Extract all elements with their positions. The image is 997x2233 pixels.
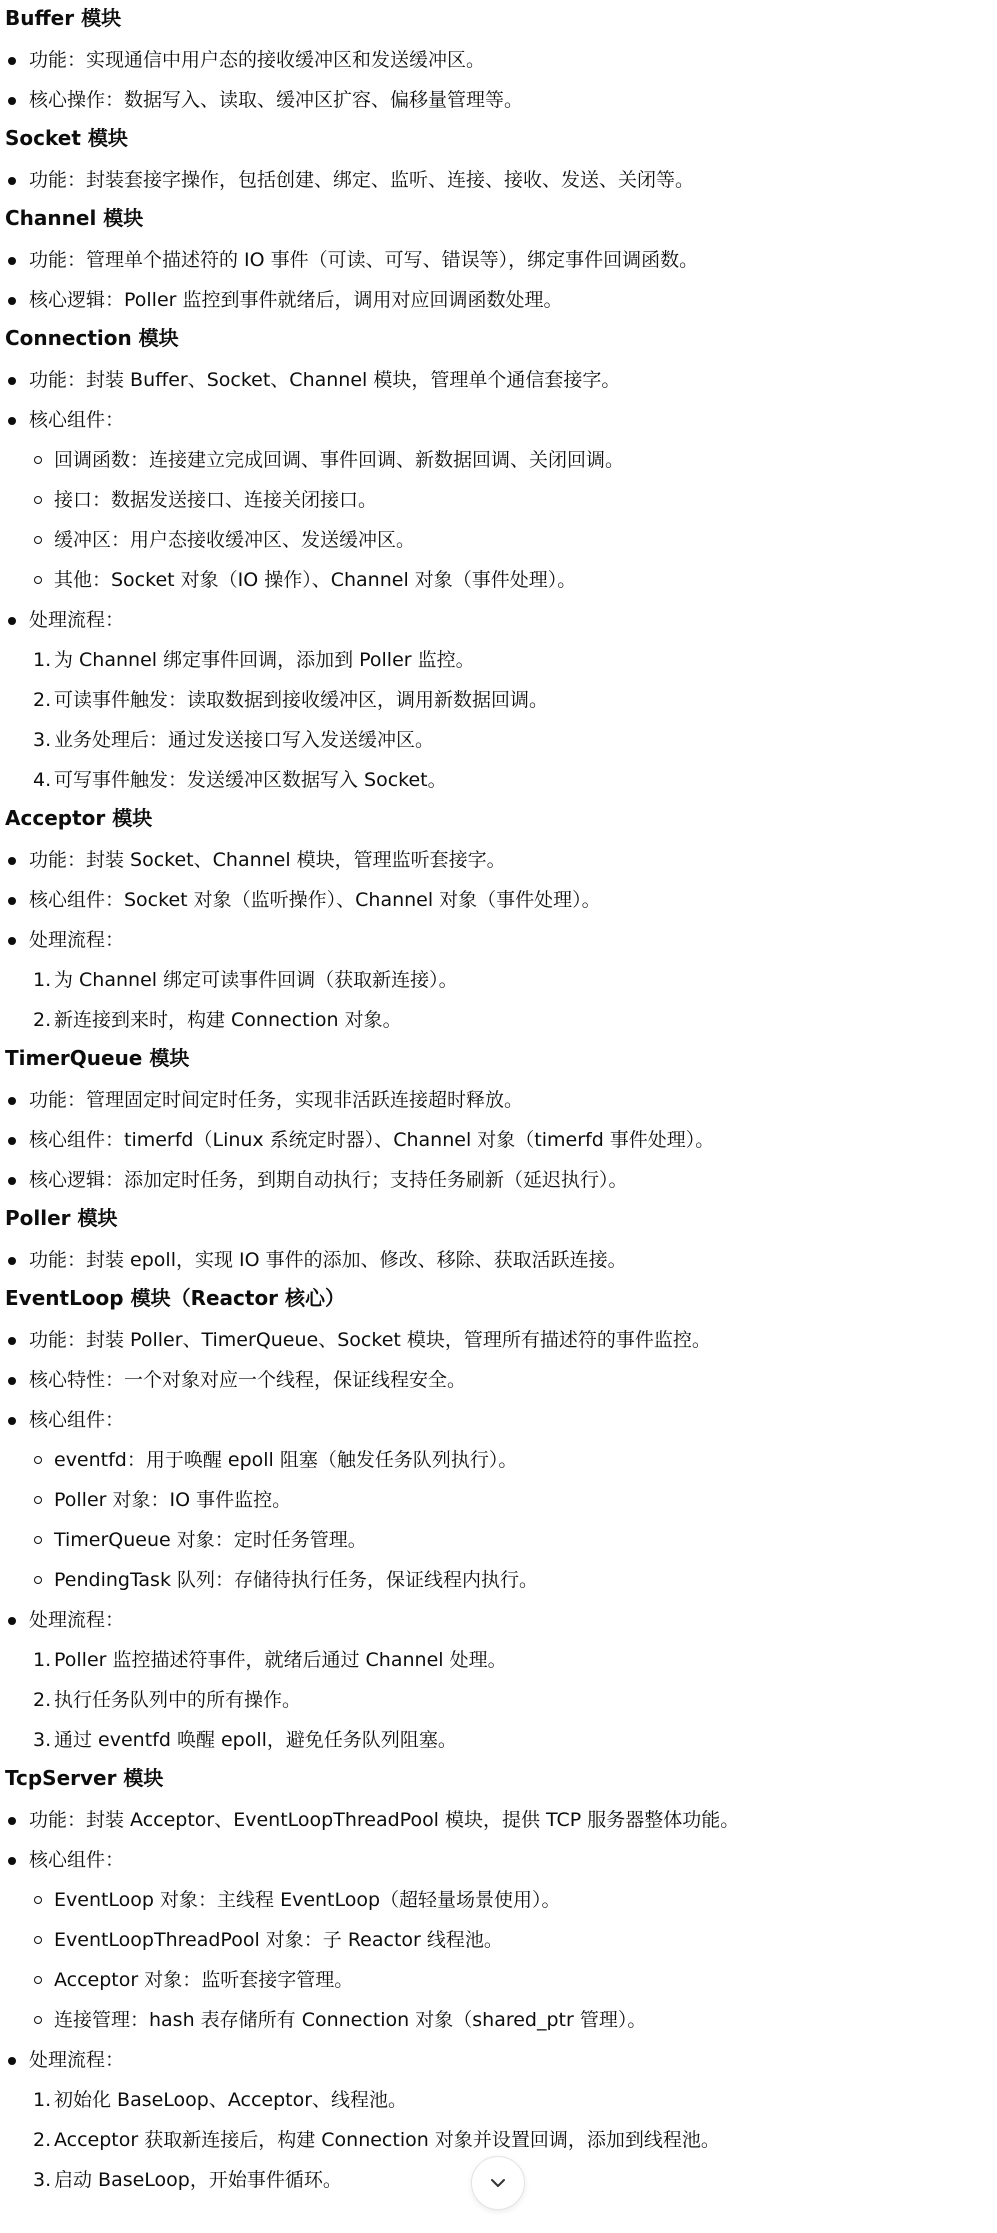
sub-item-text: 连接管理：hash 表存储所有 Connection 对象（shared_ptr 管理）。	[54, 2009, 647, 2031]
sub-bullet-item	[0, 440, 997, 480]
sub-item-text: 执行任务队列中的所有操作。	[54, 1689, 302, 1711]
sub-bullet-item	[0, 1880, 997, 1920]
bullet-dot-icon	[8, 1617, 16, 1625]
bullet-text: 功能：封装 Buffer、Socket、Channel 模块，管理单个通信套接字。	[29, 369, 621, 391]
bullet-text: 核心组件：	[29, 1849, 125, 1871]
list-item	[0, 920, 997, 1040]
numbered-list	[0, 960, 997, 1040]
section-heading: Buffer 模块	[5, 6, 122, 30]
step-number: 1.	[33, 969, 52, 991]
list-item	[0, 280, 997, 320]
list-item	[0, 1400, 997, 1600]
chevron-down-icon	[487, 2172, 509, 2194]
sub-item-text: 启动 BaseLoop，开始事件循环。	[54, 2169, 342, 2191]
bullet-text: 处理流程：	[29, 929, 125, 951]
bullet-list	[0, 160, 997, 200]
list-item	[0, 1360, 997, 1400]
sub-bullet-item	[0, 1440, 997, 1480]
bullet-text: 核心逻辑：Poller 监控到事件就绪后，调用对应回调函数处理。	[29, 289, 563, 311]
bullet-text: 功能：封装套接字操作，包括创建、绑定、监听、连接、接收、发送、关闭等。	[29, 169, 695, 191]
bullet-row	[0, 1160, 997, 1200]
bullet-dot-icon	[8, 897, 16, 905]
bullet-list	[0, 1240, 997, 1280]
sub-item-text: 业务处理后：通过发送接口写入发送缓冲区。	[54, 729, 435, 751]
step-number: 2.	[33, 689, 52, 711]
numbered-item	[0, 960, 997, 1000]
bullet-text: 功能：管理固定时间定时任务，实现非活跃连接超时释放。	[29, 1089, 524, 1111]
sub-item-text: 可写事件触发：发送缓冲区数据写入 Socket。	[54, 769, 447, 791]
hollow-circle-icon	[34, 1496, 42, 1504]
hollow-circle-icon	[34, 1456, 42, 1464]
sub-item-text: TimerQueue 对象：定时任务管理。	[54, 1529, 367, 1551]
bullet-row	[0, 1800, 997, 1840]
bullet-row	[0, 1320, 997, 1360]
sub-bullet-item	[0, 1920, 997, 1960]
bullet-list	[0, 360, 997, 800]
bullet-row	[0, 40, 997, 80]
bullet-dot-icon	[8, 1417, 16, 1425]
bullet-dot-icon	[8, 257, 16, 265]
sub-bullet-list	[0, 1880, 997, 2040]
bullet-dot-icon	[8, 1257, 16, 1265]
numbered-item	[0, 760, 997, 800]
section	[0, 200, 997, 320]
sub-item-text: 接口：数据发送接口、连接关闭接口。	[54, 489, 378, 511]
bullet-dot-icon	[8, 2057, 16, 2065]
bullet-text: 处理流程：	[29, 609, 125, 631]
bullet-text: 核心组件：timerfd（Linux 系统定时器）、Channel 对象（timerfd 事件处理）。	[29, 1129, 715, 1151]
bullet-dot-icon	[8, 57, 16, 65]
hollow-circle-icon	[34, 1536, 42, 1544]
bullet-dot-icon	[8, 1377, 16, 1385]
bullet-text: 功能：封装 Socket、Channel 模块，管理监听套接字。	[29, 849, 506, 871]
sub-item-text: EventLoop 对象：主线程 EventLoop（超轻量场景使用）。	[54, 1889, 561, 1911]
numbered-item	[0, 1640, 997, 1680]
sub-bullet-item	[0, 520, 997, 560]
sub-item-text: Acceptor 获取新连接后，构建 Connection 对象并设置回调，添加到线程池。	[54, 2129, 720, 2151]
bullet-dot-icon	[8, 617, 16, 625]
list-item	[0, 1600, 997, 1760]
sub-bullet-item	[0, 1560, 997, 1600]
section	[0, 320, 997, 800]
section	[0, 1040, 997, 1200]
list-item	[0, 80, 997, 120]
bullet-row	[0, 360, 997, 400]
hollow-circle-icon	[34, 576, 42, 584]
sub-bullet-item	[0, 2000, 997, 2040]
step-number: 3.	[33, 2169, 52, 2191]
bullet-row	[0, 1360, 997, 1400]
list-item	[0, 1840, 997, 2040]
bullet-text: 功能：封装 Acceptor、EventLoopThreadPool 模块，提供 TCP 服务器整体功能。	[29, 1809, 740, 1831]
step-number: 4.	[33, 769, 52, 791]
numbered-item	[0, 680, 997, 720]
list-item	[0, 1120, 997, 1160]
sub-item-text: 缓冲区：用户态接收缓冲区、发送缓冲区。	[54, 529, 416, 551]
sub-bullet-item	[0, 560, 997, 600]
section-heading: Socket 模块	[5, 126, 128, 150]
section	[0, 120, 997, 200]
bullet-row	[0, 1400, 997, 1440]
bullet-row	[0, 2040, 997, 2080]
bullet-dot-icon	[8, 1817, 16, 1825]
list-item	[0, 1800, 997, 1840]
bullet-dot-icon	[8, 1177, 16, 1185]
sub-item-text: 通过 eventfd 唤醒 epoll，避免任务队列阻塞。	[54, 1729, 457, 1751]
bullet-row	[0, 1840, 997, 1880]
step-number: 2.	[33, 1009, 52, 1031]
bullet-row	[0, 80, 997, 120]
bullet-row	[0, 1120, 997, 1160]
section-heading: Poller 模块	[5, 1206, 118, 1230]
bullet-list	[0, 240, 997, 320]
sub-item-text: 为 Channel 绑定事件回调，添加到 Poller 监控。	[54, 649, 475, 671]
numbered-item	[0, 720, 997, 760]
bullet-text: 核心组件：Socket 对象（监听操作）、Channel 对象（事件处理）。	[29, 889, 601, 911]
sub-bullet-item	[0, 480, 997, 520]
bullet-row	[0, 920, 997, 960]
sub-bullet-item	[0, 1480, 997, 1520]
section-heading: Channel 模块	[5, 206, 144, 230]
step-number: 2.	[33, 2129, 52, 2151]
hollow-circle-icon	[34, 456, 42, 464]
sub-item-text: PendingTask 队列：存储待执行任务，保证线程内执行。	[54, 1569, 539, 1591]
list-item	[0, 1160, 997, 1200]
bullet-row	[0, 400, 997, 440]
step-number: 1.	[33, 1649, 52, 1671]
bullet-text: 功能：实现通信中用户态的接收缓冲区和发送缓冲区。	[29, 49, 486, 71]
list-item	[0, 1320, 997, 1360]
sub-item-text: 初始化 BaseLoop、Acceptor、线程池。	[54, 2089, 408, 2111]
numbered-item	[0, 640, 997, 680]
numbered-item	[0, 1000, 997, 1040]
sub-item-text: 可读事件触发：读取数据到接收缓冲区，调用新数据回调。	[54, 689, 549, 711]
text-selection-highlight	[96, 2203, 346, 2233]
numbered-item	[0, 2080, 997, 2120]
bullet-text: 功能：管理单个描述符的 IO 事件（可读、可写、错误等），绑定事件回调函数。	[29, 249, 699, 271]
bullet-text: 核心特性：一个对象对应一个线程，保证线程安全。	[29, 1369, 467, 1391]
bullet-list	[0, 1080, 997, 1200]
hollow-circle-icon	[34, 536, 42, 544]
bullet-text: 功能：封装 epoll，实现 IO 事件的添加、修改、移除、获取活跃连接。	[29, 1249, 627, 1271]
bullet-dot-icon	[8, 1337, 16, 1345]
bullet-dot-icon	[8, 297, 16, 305]
step-number: 3.	[33, 729, 52, 751]
sub-item-text: Acceptor 对象：监听套接字管理。	[54, 1969, 354, 1991]
list-item	[0, 360, 997, 400]
sub-bullet-item	[0, 1520, 997, 1560]
bullet-text: 处理流程：	[29, 2049, 125, 2071]
bullet-text: 核心组件：	[29, 1409, 125, 1431]
bullet-row	[0, 160, 997, 200]
section	[0, 1280, 997, 1760]
sub-bullet-list	[0, 440, 997, 600]
bullet-row	[0, 880, 997, 920]
list-item	[0, 840, 997, 880]
bullet-list	[0, 1320, 997, 1760]
list-item	[0, 40, 997, 80]
list-item	[0, 400, 997, 600]
bullet-text: 处理流程：	[29, 1609, 125, 1631]
bullet-dot-icon	[8, 1137, 16, 1145]
sub-item-text: 为 Channel 绑定可读事件回调（获取新连接）。	[54, 969, 458, 991]
bullet-text: 功能：封装 Poller、TimerQueue、Socket 模块，管理所有描述符的事件监控。	[29, 1329, 711, 1351]
section-heading: Connection 模块	[5, 326, 179, 350]
section	[0, 1760, 997, 2200]
bullet-dot-icon	[8, 177, 16, 185]
numbered-item	[0, 1720, 997, 1760]
bullet-text: 核心组件：	[29, 409, 125, 431]
bullet-dot-icon	[8, 1097, 16, 1105]
bullet-list	[0, 1800, 997, 2200]
step-number: 2.	[33, 1689, 52, 1711]
numbered-item	[0, 2120, 997, 2160]
hollow-circle-icon	[34, 496, 42, 504]
hollow-circle-icon	[34, 1576, 42, 1584]
list-item	[0, 1080, 997, 1120]
step-number: 1.	[33, 649, 52, 671]
bullet-row	[0, 600, 997, 640]
step-number: 3.	[33, 1729, 52, 1751]
hollow-circle-icon	[34, 1936, 42, 1944]
section-heading: Acceptor 模块	[5, 806, 153, 830]
list-item	[0, 240, 997, 280]
list-item	[0, 1240, 997, 1280]
step-number: 1.	[33, 2089, 52, 2111]
list-item	[0, 880, 997, 920]
section	[0, 0, 997, 120]
bullet-dot-icon	[8, 97, 16, 105]
section-heading: TcpServer 模块	[5, 1766, 164, 1790]
bullet-row	[0, 1240, 997, 1280]
sub-item-text: Poller 监控描述符事件，就绪后通过 Channel 处理。	[54, 1649, 507, 1671]
sub-bullet-list	[0, 1440, 997, 1600]
sub-item-text: Poller 对象：IO 事件监控。	[54, 1489, 292, 1511]
sub-item-text: 回调函数：连接建立完成回调、事件回调、新数据回调、关闭回调。	[54, 449, 625, 471]
numbered-item	[0, 1680, 997, 1720]
list-item	[0, 600, 997, 800]
section-heading: TimerQueue 模块	[5, 1046, 190, 1070]
bullet-dot-icon	[8, 377, 16, 385]
numbered-list	[0, 640, 997, 800]
section-heading: EventLoop 模块（Reactor 核心）	[5, 1286, 346, 1310]
sub-bullet-item	[0, 1960, 997, 2000]
bullet-text: 核心操作：数据写入、读取、缓冲区扩容、偏移量管理等。	[29, 89, 524, 111]
bullet-list	[0, 840, 997, 1040]
bullet-row	[0, 280, 997, 320]
bullet-dot-icon	[8, 857, 16, 865]
bullet-row	[0, 240, 997, 280]
bullet-list	[0, 40, 997, 120]
bullet-text: 核心逻辑：添加定时任务，到期自动执行；支持任务刷新（延迟执行）。	[29, 1169, 628, 1191]
sub-item-text: EventLoopThreadPool 对象：子 Reactor 线程池。	[54, 1929, 503, 1951]
hollow-circle-icon	[34, 2016, 42, 2024]
bullet-dot-icon	[8, 937, 16, 945]
bullet-dot-icon	[8, 1857, 16, 1865]
sub-item-text: eventfd：用于唤醒 epoll 阻塞（触发任务队列执行）。	[54, 1449, 518, 1471]
section	[0, 1200, 997, 1280]
section	[0, 800, 997, 1040]
hollow-circle-icon	[34, 1976, 42, 1984]
hollow-circle-icon	[34, 1896, 42, 1904]
sub-item-text: 新连接到来时，构建 Connection 对象。	[54, 1009, 402, 1031]
bullet-dot-icon	[8, 417, 16, 425]
scroll-to-bottom-button[interactable]	[471, 2156, 525, 2210]
sub-item-text: 其他：Socket 对象（IO 操作）、Channel 对象（事件处理）。	[54, 569, 577, 591]
list-item	[0, 160, 997, 200]
bullet-row	[0, 1080, 997, 1120]
numbered-list	[0, 1640, 997, 1760]
bullet-row	[0, 840, 997, 880]
bullet-row	[0, 1600, 997, 1640]
